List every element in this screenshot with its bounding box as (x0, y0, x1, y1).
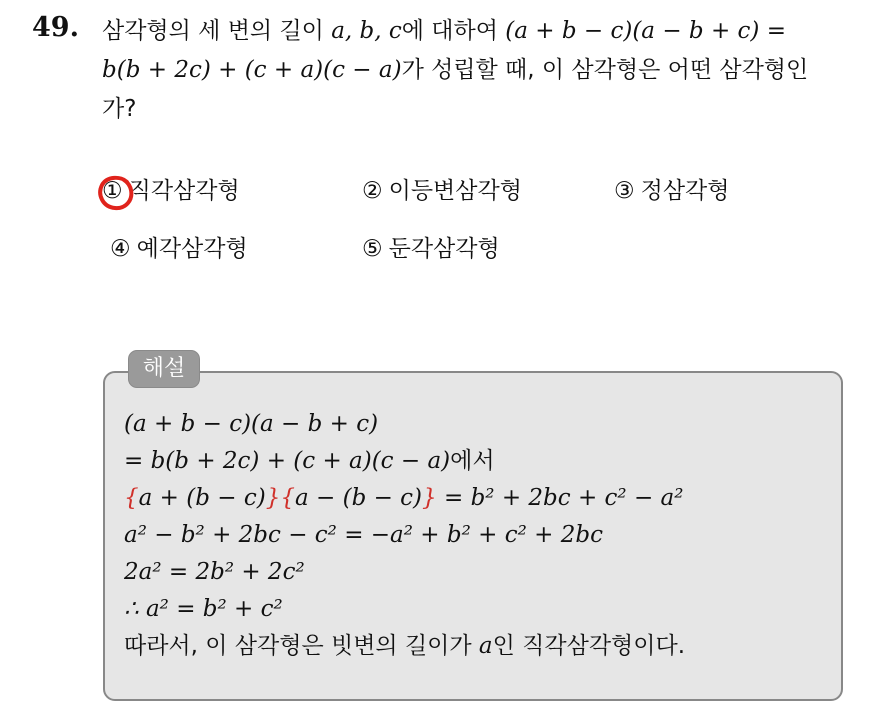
question-math-expr-2: b(b + 2c) + (c + a)(c − a) (102, 57, 402, 83)
solution-content (124, 406, 834, 665)
brace-close-2: } (422, 485, 437, 511)
problem-number: 49. (32, 12, 79, 43)
solution-line-1: (a + b − c)(a − b + c) (124, 411, 379, 437)
choice-1[interactable] (102, 172, 240, 205)
choice-1-label: 직각삼각형 (128, 178, 240, 204)
choice-3[interactable] (614, 172, 730, 205)
question-text-1a: 삼각형의 세 변의 길이 (102, 18, 332, 44)
solution-line-3-term-2: a − (b − c) (294, 485, 423, 511)
choice-5-number: ⑤ (362, 236, 383, 262)
solution-tab: 해설 (128, 350, 200, 388)
choice-2[interactable] (362, 172, 522, 205)
solution-line-2-math: = b(b + 2c) + (c + a)(c − a) (124, 448, 451, 474)
question-text-1c: 에 대하여 (401, 18, 506, 44)
choice-5-label: 둔각삼각형 (388, 236, 500, 262)
choice-3-number: ③ (614, 178, 635, 204)
question-text (102, 12, 862, 129)
solution-line-7 (124, 628, 834, 665)
solution-line-4: a² − b² + 2bc − c² = −a² + b² + c² + 2bc (124, 522, 603, 548)
choice-4[interactable] (110, 230, 248, 263)
solution-line-3 (124, 480, 834, 517)
solution-line-7-var: a (478, 633, 493, 659)
solution-line-2 (124, 443, 834, 480)
choice-4-number: ④ (110, 236, 131, 262)
choice-4-label: 예각삼각형 (136, 236, 248, 262)
solution-line-2-text: 에서 (450, 448, 495, 474)
question-text-2b: 가 성립할 때, 이 삼각형은 어떤 삼각형인 (401, 57, 809, 83)
choice-3-label: 정삼각형 (640, 178, 730, 204)
solution-line-3-rest: = b² + 2bc + c² − a² (436, 485, 684, 511)
question-line-1 (102, 12, 862, 51)
question-line-3 (102, 90, 862, 129)
solution-line-7-text-a: 따라서, 이 삼각형은 빗변의 길이가 (124, 633, 479, 659)
solution-line-5: 2a² = 2b² + 2c² (124, 559, 305, 585)
question-line-2 (102, 51, 862, 90)
solution-line-7-text-c: 인 직각삼각형이다. (492, 633, 686, 659)
question-text-3: 가? (102, 96, 137, 122)
brace-open-1: { (124, 485, 139, 511)
solution-line-6: ∴ a² = b² + c² (124, 596, 283, 622)
choice-1-number: ① (102, 178, 123, 204)
question-math-vars: a, b, c (331, 18, 402, 44)
answer-mark-circle-icon (97, 174, 135, 212)
brace-middle: }{ (265, 485, 295, 511)
choice-2-number: ② (362, 178, 383, 204)
choice-2-label: 이등변삼각형 (388, 178, 522, 204)
solution-line-3-term-1: a + (b − c) (138, 485, 266, 511)
question-math-expr-1: (a + b − c)(a − b + c) = (505, 18, 786, 44)
choice-5[interactable] (362, 230, 500, 263)
